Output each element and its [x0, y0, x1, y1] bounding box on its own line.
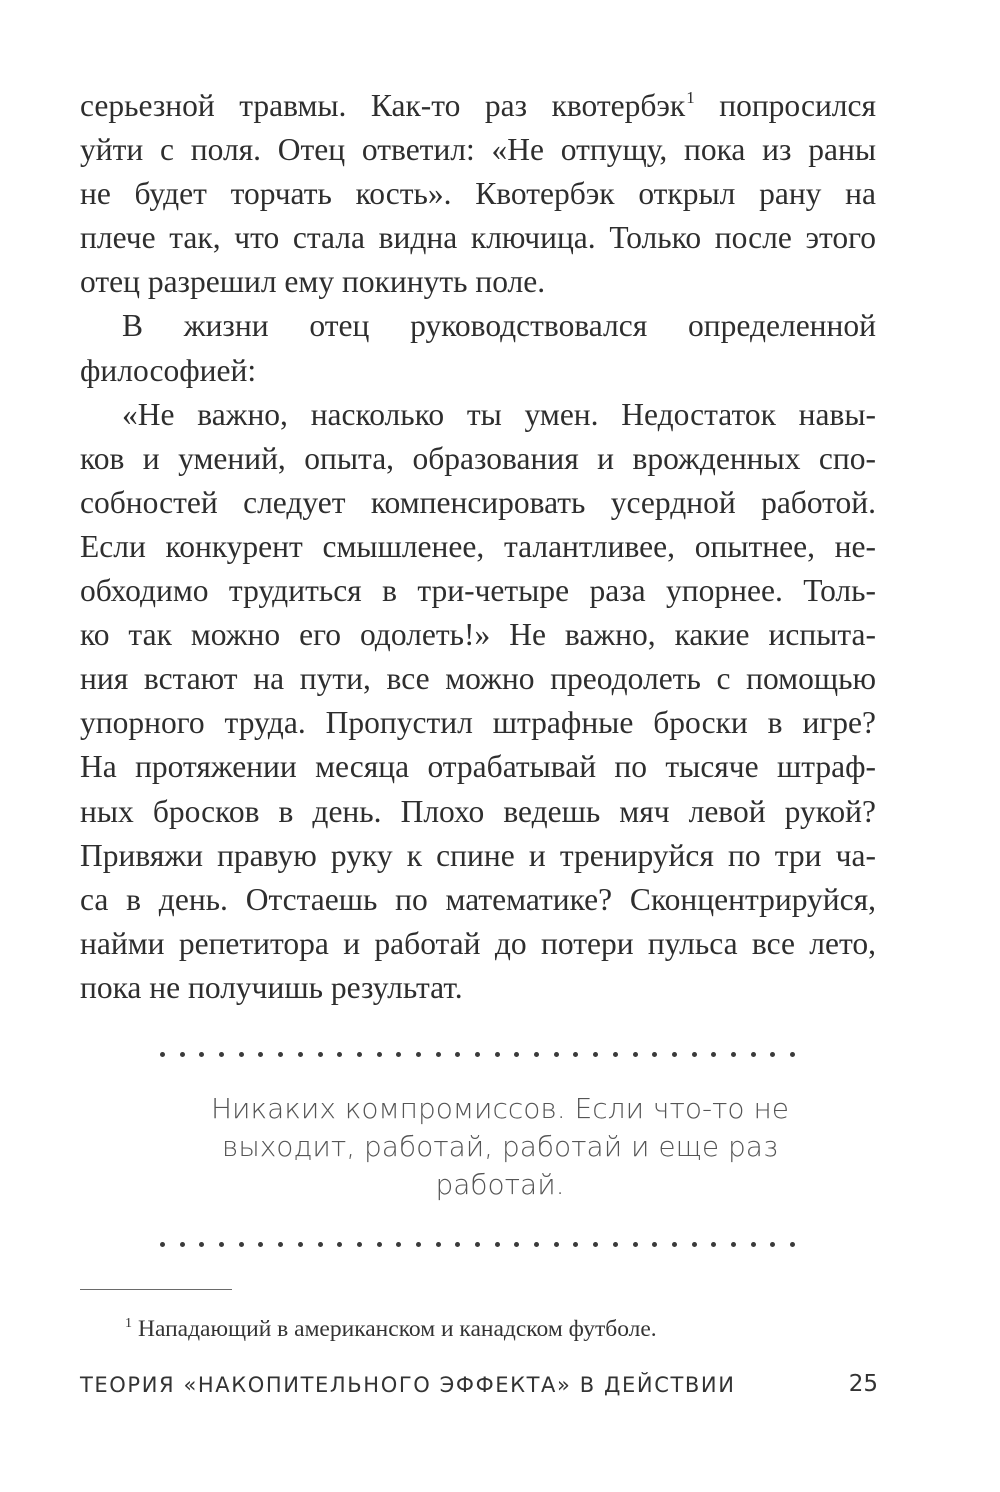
footnote-reference[interactable]: 1 — [686, 88, 695, 107]
divider-dot — [318, 1242, 323, 1247]
divider-dot — [770, 1052, 775, 1057]
text-line: плече так, что стала видна ключица. Только после этого — [80, 220, 876, 256]
text-line: Привяжи правую руку к спине и тренируйся по три ча- — [80, 837, 876, 873]
text-line: обходимо трудиться в три-четыре раза упорнее. Толь- — [80, 573, 876, 609]
pull-quote-line: выходит, работай, работай и еще раз — [221, 1130, 779, 1163]
text-line: Если конкурент смышленее, талантливее, опытнее, не- — [80, 528, 876, 564]
pull-quote-line: Никаких компромиссов. Если что-то не — [210, 1092, 789, 1125]
divider-dot — [573, 1242, 578, 1247]
divider-dot — [337, 1242, 342, 1247]
footnote-rule — [80, 1289, 232, 1290]
body-text — [80, 84, 876, 1010]
divider-dot — [239, 1052, 244, 1057]
text-line: философией: — [80, 352, 257, 388]
divider-dot — [455, 1052, 460, 1057]
divider-dot — [298, 1242, 303, 1247]
divider-dot — [633, 1052, 638, 1057]
divider-dot — [318, 1052, 323, 1057]
text-line: ко так можно его одолеть!» Не важно, какие испыта- — [80, 617, 876, 653]
divider-dot — [790, 1242, 795, 1247]
divider-dot — [711, 1242, 716, 1247]
text-line: упорного труда. Пропустил штрафные броски в игре? — [80, 705, 876, 741]
divider-dot — [278, 1242, 283, 1247]
paragraph-1 — [80, 84, 876, 304]
text-line: пока не получишь результат. — [80, 969, 463, 1005]
divider-dot — [416, 1052, 421, 1057]
text-line: са в день. Отстаешь по математике? Сконцентрируйся, — [80, 881, 876, 917]
divider-dot — [514, 1242, 519, 1247]
divider-dot — [751, 1052, 756, 1057]
divider-dot — [790, 1052, 795, 1057]
divider-dot — [199, 1242, 204, 1247]
divider-dot — [495, 1242, 500, 1247]
divider-dot — [416, 1242, 421, 1247]
divider-dot — [180, 1242, 185, 1247]
divider-dot — [278, 1052, 283, 1057]
divider-dot — [475, 1052, 480, 1057]
divider-dot — [613, 1242, 618, 1247]
divider-dot — [633, 1242, 638, 1247]
divider-dot — [672, 1052, 677, 1057]
text-line: «Не важно, насколько ты умен. Недостаток навы- — [122, 396, 876, 432]
divider-dot — [731, 1052, 736, 1057]
divider-dot — [239, 1242, 244, 1247]
divider-dot — [160, 1052, 165, 1057]
text-line: отец разрешил ему покинуть поле. — [80, 264, 546, 300]
footnote-mark: 1 — [125, 1316, 132, 1331]
divider-dot — [377, 1242, 382, 1247]
footnote — [124, 1314, 657, 1348]
dotted-divider-bottom — [160, 1239, 795, 1249]
text-line: ков и умений, опыта, образования и врожденных спо- — [80, 440, 876, 476]
divider-dot — [593, 1242, 598, 1247]
divider-dot — [357, 1242, 362, 1247]
paragraph-3-quote — [80, 393, 876, 1010]
divider-dot — [573, 1052, 578, 1057]
footnote-text: Нападающий в американском и канадском футболе. — [138, 1316, 657, 1342]
divider-dot — [219, 1052, 224, 1057]
running-head: ТЕОРИЯ «НАКОПИТЕЛЬНОГО ЭФФЕКТА» В ДЕЙСТВИИ — [80, 1373, 736, 1397]
divider-dot — [770, 1242, 775, 1247]
divider-dot — [731, 1242, 736, 1247]
text-line: На протяжении месяца отрабатывай по тысяче штраф- — [80, 749, 876, 785]
divider-dot — [357, 1052, 362, 1057]
divider-dot — [554, 1242, 559, 1247]
divider-dot — [258, 1052, 263, 1057]
divider-dot — [652, 1242, 657, 1247]
divider-dot — [199, 1052, 204, 1057]
text-line: ния встают на пути, все можно преодолеть с помощью — [80, 661, 876, 697]
page-number: 25 — [848, 1371, 878, 1397]
text-line: В жизни отец руководствовался определенной — [122, 308, 876, 344]
divider-dot — [258, 1242, 263, 1247]
text-line: найми репетитора и работай до потери пульса все лето, — [80, 925, 876, 961]
text-line: серьезной травмы. Как-то раз квотербэк$^1$ попросился — [80, 88, 876, 123]
paragraph-2 — [80, 304, 876, 392]
divider-dot — [751, 1242, 756, 1247]
divider-dot — [692, 1242, 697, 1247]
divider-dot — [219, 1242, 224, 1247]
text-line: собностей следует компенсировать усердной работой. — [80, 484, 876, 520]
divider-dot — [377, 1052, 382, 1057]
dotted-divider-top — [160, 1049, 795, 1059]
divider-dot — [396, 1052, 401, 1057]
divider-dot — [672, 1242, 677, 1247]
text-line: уйти с поля. Отец ответил: «Не отпущу, пока из раны — [80, 132, 876, 168]
divider-dot — [337, 1052, 342, 1057]
divider-dot — [711, 1052, 716, 1057]
divider-dot — [436, 1052, 441, 1057]
divider-dot — [396, 1242, 401, 1247]
pull-quote-line: работай. — [435, 1168, 565, 1201]
divider-dot — [554, 1052, 559, 1057]
divider-dot — [613, 1052, 618, 1057]
text-line: ных бросков в день. Плохо ведешь мяч левой рукой? — [80, 793, 876, 829]
divider-dot — [692, 1052, 697, 1057]
divider-dot — [495, 1052, 500, 1057]
divider-dot — [514, 1052, 519, 1057]
divider-dot — [475, 1242, 480, 1247]
divider-dot — [652, 1052, 657, 1057]
divider-dot — [298, 1052, 303, 1057]
divider-dot — [534, 1052, 539, 1057]
divider-dot — [160, 1242, 165, 1247]
divider-dot — [455, 1242, 460, 1247]
text-line: не будет торчать кость». Квотербэк открыл рану на — [80, 176, 876, 212]
divider-dot — [534, 1242, 539, 1247]
divider-dot — [436, 1242, 441, 1247]
pull-quote — [140, 1090, 860, 1204]
divider-dot — [593, 1052, 598, 1057]
divider-dot — [180, 1052, 185, 1057]
